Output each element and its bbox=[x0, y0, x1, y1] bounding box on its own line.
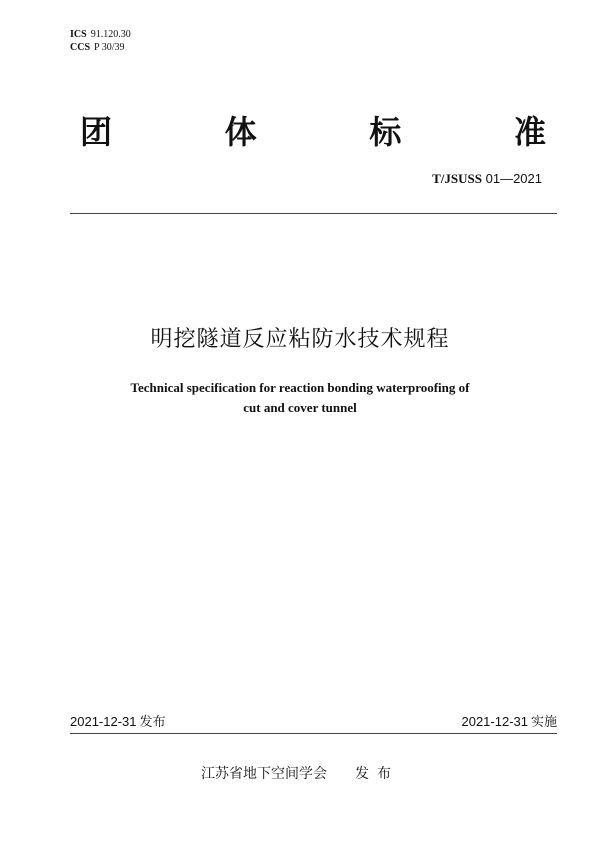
issue-date bbox=[70, 711, 166, 730]
bottom-divider bbox=[70, 733, 557, 734]
ccs-label: CCS bbox=[70, 42, 91, 53]
ccs-value: P 30/39 bbox=[94, 42, 125, 53]
classification-codes bbox=[70, 28, 131, 54]
top-divider bbox=[70, 213, 557, 214]
doc-type-char: 标 bbox=[369, 113, 402, 151]
publisher-line bbox=[0, 764, 600, 784]
ics-value: 91.120.30 bbox=[90, 29, 131, 40]
ics-label: ICS bbox=[70, 29, 87, 40]
effective-date-label: 实施 bbox=[530, 714, 557, 729]
standard-number-value: 01—2021 bbox=[482, 171, 542, 186]
title-english bbox=[0, 378, 600, 418]
doc-type-char: 准 bbox=[513, 113, 546, 151]
effective-date-value: 2021-12-31 bbox=[461, 714, 528, 729]
title-english-line-1: Technical specification for reaction bonding waterproofing of bbox=[130, 380, 470, 395]
title-chinese: 明挖隧道反应粘防水技术规程 bbox=[150, 327, 450, 352]
ccs-code-row bbox=[70, 41, 131, 54]
issue-date-value: 2021-12-31 bbox=[70, 714, 137, 729]
ics-code-row bbox=[70, 28, 131, 41]
document-type-heading bbox=[80, 110, 546, 154]
title-english-line-2: cut and cover tunnel bbox=[243, 400, 357, 415]
publisher-name: 江苏省地下空间学会 bbox=[201, 766, 327, 782]
standard-number bbox=[432, 171, 542, 187]
doc-type-char: 团 bbox=[80, 113, 113, 151]
issue-date-label: 发布 bbox=[139, 714, 166, 729]
effective-date bbox=[461, 711, 557, 730]
publisher-action: 发布 bbox=[355, 766, 399, 782]
doc-type-char: 体 bbox=[224, 113, 257, 151]
standard-number-prefix: T/JSUSS bbox=[432, 171, 482, 186]
